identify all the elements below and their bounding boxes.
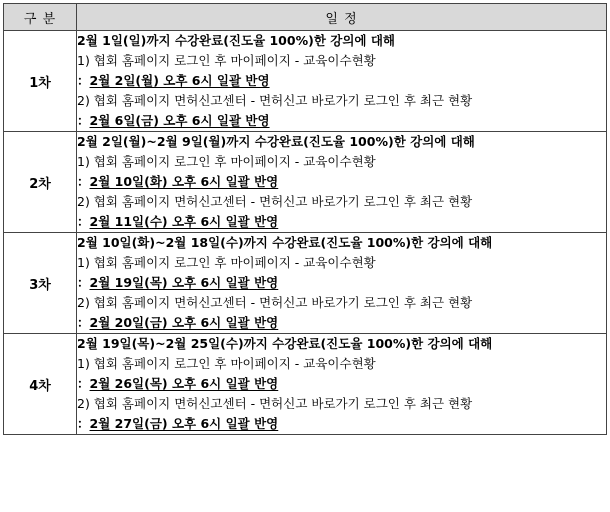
reflect-date-mypage [77, 71, 606, 91]
colon-prefix: ： [77, 73, 90, 88]
path-license-center: 2) 협회 홈페이지 면허신고센터 - 면허신고 바로가기 로그인 후 최근 현황 [77, 295, 473, 310]
reflect-date-license [77, 212, 606, 232]
colon-prefix: ： [77, 275, 90, 290]
path-mypage: 1) 협회 홈페이지 로그인 후 마이페이지 - 교육이수현황 [77, 356, 376, 371]
reflect-date-text: 2월 11일(수) 오후 6시 일괄 반영 [89, 214, 279, 229]
reflect-date-license [77, 111, 606, 131]
schedule-cell [77, 132, 607, 233]
path-license-center: 2) 협회 홈페이지 면허신고센터 - 면허신고 바로가기 로그인 후 최근 현황 [77, 396, 473, 411]
period-intro: 2월 19일(목)~2월 25일(수)까지 수강완료(진도율 100%)한 강의에 대해 [77, 336, 493, 351]
reflect-date-text: 2월 27일(금) 오후 6시 일괄 반영 [89, 416, 279, 431]
reflect-date-text: 2월 10일(화) 오후 6시 일괄 반영 [89, 174, 279, 189]
colon-prefix: ： [77, 113, 90, 128]
table-row [4, 132, 607, 233]
reflect-date-text: 2월 6일(금) 오후 6시 일괄 반영 [89, 113, 270, 128]
reflect-date-license [77, 313, 606, 333]
path-mypage: 1) 협회 홈페이지 로그인 후 마이페이지 - 교육이수현황 [77, 53, 376, 68]
header-schedule: 일 정 [77, 4, 607, 31]
colon-prefix: ： [77, 214, 90, 229]
table-row [4, 334, 607, 435]
period-intro: 2월 1일(일)까지 수강완료(진도율 100%)한 강의에 대해 [77, 33, 395, 48]
period-intro: 2월 10일(화)~2월 18일(수)까지 수강완료(진도율 100%)한 강의에 대해 [77, 235, 493, 250]
reflect-date-mypage [77, 273, 606, 293]
reflect-date-text: 2월 19일(목) 오후 6시 일괄 반영 [89, 275, 279, 290]
table-row [4, 233, 607, 334]
schedule-cell [77, 334, 607, 435]
round-label: 2차 [4, 132, 77, 233]
reflect-date-license [77, 414, 606, 434]
reflect-date-text: 2월 2일(월) 오후 6시 일괄 반영 [89, 73, 270, 88]
reflect-date-text: 2월 26일(목) 오후 6시 일괄 반영 [89, 376, 279, 391]
round-label: 4차 [4, 334, 77, 435]
colon-prefix: ： [77, 416, 90, 431]
schedule-cell [77, 31, 607, 132]
reflect-date-mypage [77, 172, 606, 192]
path-license-center: 2) 협회 홈페이지 면허신고센터 - 면허신고 바로가기 로그인 후 최근 현황 [77, 93, 473, 108]
table-row [4, 31, 607, 132]
header-row [4, 4, 607, 31]
schedule-cell [77, 233, 607, 334]
path-license-center: 2) 협회 홈페이지 면허신고센터 - 면허신고 바로가기 로그인 후 최근 현황 [77, 194, 473, 209]
path-mypage: 1) 협회 홈페이지 로그인 후 마이페이지 - 교육이수현황 [77, 255, 376, 270]
colon-prefix: ： [77, 174, 90, 189]
round-label: 3차 [4, 233, 77, 334]
colon-prefix: ： [77, 315, 90, 330]
colon-prefix: ： [77, 376, 90, 391]
schedule-table [3, 3, 607, 435]
period-intro: 2월 2일(월)~2월 9일(월)까지 수강완료(진도율 100%)한 강의에 대해 [77, 134, 475, 149]
round-label: 1차 [4, 31, 77, 132]
header-category: 구 분 [4, 4, 77, 31]
reflect-date-text: 2월 20일(금) 오후 6시 일괄 반영 [89, 315, 279, 330]
reflect-date-mypage [77, 374, 606, 394]
path-mypage: 1) 협회 홈페이지 로그인 후 마이페이지 - 교육이수현황 [77, 154, 376, 169]
